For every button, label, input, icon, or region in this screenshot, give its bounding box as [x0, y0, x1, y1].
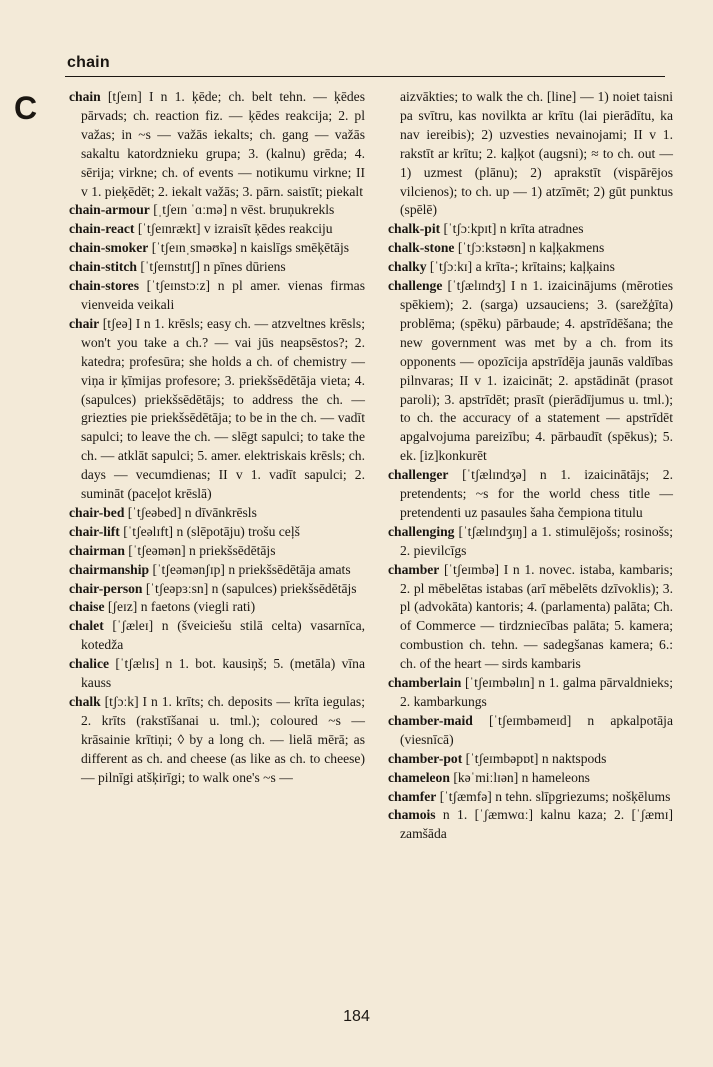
right-column — [388, 88, 673, 844]
entry-chain-armour — [69, 201, 365, 220]
headword: challenger — [388, 467, 449, 483]
entry-chalet — [69, 617, 365, 655]
definition: [kəˈmiːlɪən] n hameleons — [449, 769, 590, 785]
headword: chain-smoker — [69, 240, 149, 256]
headword: chalk — [69, 694, 101, 709]
definition: [tʃeɪn] I n 1. ķēde; ch. belt tehn. — ķēdes pārvads; ch. reaction fiz. — ķēdes reakcija; 2. pl važas; in ~s — važās iekalts; ch. gang — važās sakaltu katordznieku grupa; 3. (kalnu) grēda; 4. sērija; virkne; ch. of events — notikumu virkne; II v 1. pieķēdēt; 2. iekalt važās; 3. pārn. saistīt; piekalt — [81, 89, 365, 199]
headword: chain-stores — [69, 278, 139, 294]
letter-tab: C — [14, 90, 38, 126]
entry-chairman — [69, 542, 365, 561]
definition: [ˈtʃeəmən] n priekšsēdētājs — [124, 542, 276, 558]
entry-chameleon — [388, 769, 673, 788]
definition: [ˈtʃeɪmbəpɒt] n naktspods — [462, 750, 607, 766]
definition: [tʃɔːk] I n 1. krīts; ch. deposits — krīta iegulas; 2. krīts (rakstīšanai u. tml.); coloured ~s — krāsainie krītiņi; ◊ by a long ch. — lielā mērā; as different as ch. and cheese (as like as ch. to cheese) — pilnīgi atšķirīgi; to walk one's ~s — — [81, 694, 365, 785]
entry-chalice — [69, 655, 365, 693]
definition: [ˈtʃælɪndʒ] I n 1. izaicinājums (mēroties spēkiem); 2. (sarga) uzsauciens; 3. (sarežģīta) problēma; (spēku) pārbaude; 4. apstrīdēšana; the new government was met by a ch. from its opponents — opozīcija apstrīdēja jaunās valdības pilnvaras; II v 1. izaicināt; 2. apstādināt (prasot paroli); 3. apstrīdēt; prasīt (pierādījumus u. tml.); to ch. the accuracy of a statement — apstrīdēt apgalvojuma pareizību; 4. pārbaudīt (spēkus); 5. ek. [iz]konkurēt — [400, 278, 673, 464]
header-rule — [65, 76, 665, 77]
definition: [ˈtʃɔːkstəʊn] n kaļķakmens — [454, 240, 605, 256]
definition: [tʃeə] I n 1. krēsls; easy ch. — atzveltnes krēsls; won't you take a ch.? — vai jūs neapsēstos?; 2. katedra; profesūra; she holds a ch. of chemistry — viņa ir ķīmijas profesore; 3. priekšsēdētāja vieta; 4. (sapulces) priekšsēdētājs; to address the ch. — griezties pie priekšsēdētāja; to be in the ch. — vadīt sapulci; to leave the ch. — slēgt sapulci; to take the ch. — atklāt sapulci; 5. amer. elektriskais krēsls; ch. days — vecumdienas; II v 1. vadīt sapulci; 2. sumināt (paceļot krēslā) — [81, 315, 365, 502]
headword: chalky — [388, 259, 427, 275]
definition: [ˈtʃeɪnstɔːz] n pl amer. vienas firmas vienveida veikali — [81, 278, 365, 312]
headword: chamber-maid — [388, 712, 473, 728]
definition: [ˈtʃeɪmbə] I n 1. novec. istaba, kambaris; 2. pl mēbelētas istabas (arī mēbelēts dzīvoklis); 3. pl (advokāta) kantoris; 4. (parlamenta) palāta; Ch. of Commerce — tirdzniecības palāta; 5. kamera; combustion ch. tehn. — sadegšanas kamera; 6.: ch. of the heart — sirds kambaris — [400, 561, 673, 672]
entry-chalk-pit — [388, 220, 673, 239]
definition: [ˈtʃɔːkpɪt] n krīta atradnes — [440, 221, 584, 237]
definition: [ˈtʃeəpɜːsn] n (sapulces) priekšsēdētājs — [142, 580, 357, 596]
definition: n 1. [ˈʃæmwɑː] kalnu kaza; 2. [ˈʃæmɪ] zamšāda — [400, 807, 673, 842]
entry-challenging — [388, 523, 673, 561]
headword: chairmanship — [69, 561, 150, 577]
definition: [ˈʃæleɪ] n (šveiciešu stilā celta) vasarnīca, kotedža — [81, 618, 365, 653]
headword: chamber — [388, 561, 440, 577]
entry-chaise — [69, 598, 365, 617]
headword: chamois — [388, 807, 436, 823]
page-number: 184 — [343, 1008, 370, 1025]
entry-chair-lift — [69, 523, 365, 542]
headword: chair-person — [69, 580, 143, 596]
entry-chamber — [388, 561, 673, 674]
entry-chair-bed — [69, 504, 365, 523]
headword: chaise — [69, 599, 105, 615]
entry-challenger — [388, 466, 673, 523]
running-head: chain — [67, 54, 110, 71]
definition: [ˈtʃɔːkɪ] a krīta-; krītains; kaļķains — [426, 259, 615, 275]
headword: chain — [69, 89, 101, 104]
headword: chalice — [69, 656, 110, 672]
headword: chairman — [69, 542, 125, 558]
definition: [ˈtʃælɪndʒə] n 1. izaicinātājs; 2. pretendents; ~s for the world chess title — pretendenti uz pasaules šaha čempiona titulu — [400, 467, 673, 520]
entry-chalk-continued: aizvākties; to walk the ch. [line] — 1) noiet taisni pa svītru, kas novilkta ar krītu (lai pierādītu, ka nav iereibis); 2) uzvesties nevainojami; II v 1. rakstīt ar krītu; 2. kaļķot (augsni); ≈ to ch. out — 1) uzmest (plānu); 2) aprakstīt (vispārējos vilcienos); to ch. up — 1) atzīmēt; 2) gūt punktus (spēlē) — [400, 89, 673, 218]
headword: chain-armour — [69, 202, 150, 218]
definition: [ˈtʃeəbed] n dīvānkrēsls — [124, 504, 257, 520]
definition: [ˈtʃælɪs] n 1. bot. kausiņš; 5. (metāla) vīna kauss — [81, 656, 365, 691]
definition: [ʃeɪz] n faetons (viegli rati) — [104, 599, 256, 615]
definition: [ˈtʃeəlɪft] n (slēpotāju) trošu ceļš — [119, 523, 300, 539]
entry-chalk-stone — [388, 239, 673, 258]
headword: chamfer — [388, 788, 437, 804]
headword: chair — [69, 315, 100, 331]
entry-chamber-pot — [388, 750, 673, 769]
headword: chalk-stone — [388, 240, 455, 256]
entry-chamfer — [388, 788, 673, 807]
headword: chair-bed — [69, 504, 125, 520]
definition: [ˈtʃeəmənʃɪp] n priekšsēdētāja amats — [149, 561, 351, 577]
headword: challenging — [388, 523, 455, 539]
entry-chain — [69, 88, 365, 201]
entry-chain-smoker — [69, 239, 365, 258]
entry-chamberlain — [388, 674, 673, 712]
entry-chain-stores — [69, 277, 365, 315]
headword: chair-lift — [69, 523, 120, 539]
definition: [ˈtʃeɪmbəlɪn] n 1. galma pārvaldnieks; 2. kambarkungs — [400, 675, 673, 709]
definition: [ˈtʃeɪmbəmeɪd] n apkalpotāja (viesnīcā) — [400, 712, 673, 747]
entry-chamber-maid — [388, 712, 673, 750]
entry-chamois — [388, 806, 673, 844]
headword: chamber-pot — [388, 750, 463, 766]
definition: [ˈtʃeɪnˌsməʊkə] n kaislīgs smēķētājs — [148, 240, 350, 256]
entry-chain-stitch — [69, 258, 365, 277]
headword: challenge — [388, 278, 443, 294]
definition: [ˈtʃælɪndʒɪŋ] a 1. stimulējošs; rosinošs; 2. pievilcīgs — [400, 523, 673, 558]
entry-chalk — [69, 693, 365, 788]
definition: [ˌtʃeɪn ˈɑːmə] n vēst. bruņukrekls — [149, 202, 335, 218]
entry-chairmanship — [69, 561, 365, 580]
entry-chalky — [388, 258, 673, 277]
entry-challenge — [388, 277, 673, 466]
headword: chalk-pit — [388, 221, 441, 237]
definition: [ˈtʃæmfə] n tehn. slīpgriezums; nošķēlums — [436, 788, 671, 804]
headword: chamberlain — [388, 675, 462, 691]
definition: [ˈtʃeɪnrækt] v izraisīt ķēdes reakciju — [134, 221, 333, 237]
entry-chair-person — [69, 580, 365, 599]
headword: chain-stitch — [69, 259, 137, 275]
left-column — [69, 88, 365, 788]
entry-chain-react — [69, 220, 365, 239]
headword: chalet — [69, 618, 104, 634]
definition: [ˈtʃeɪnstɪtʃ] n pīnes dūriens — [136, 259, 286, 275]
headword: chameleon — [388, 769, 450, 785]
headword: chain-react — [69, 221, 135, 237]
entry-chair — [69, 315, 365, 504]
